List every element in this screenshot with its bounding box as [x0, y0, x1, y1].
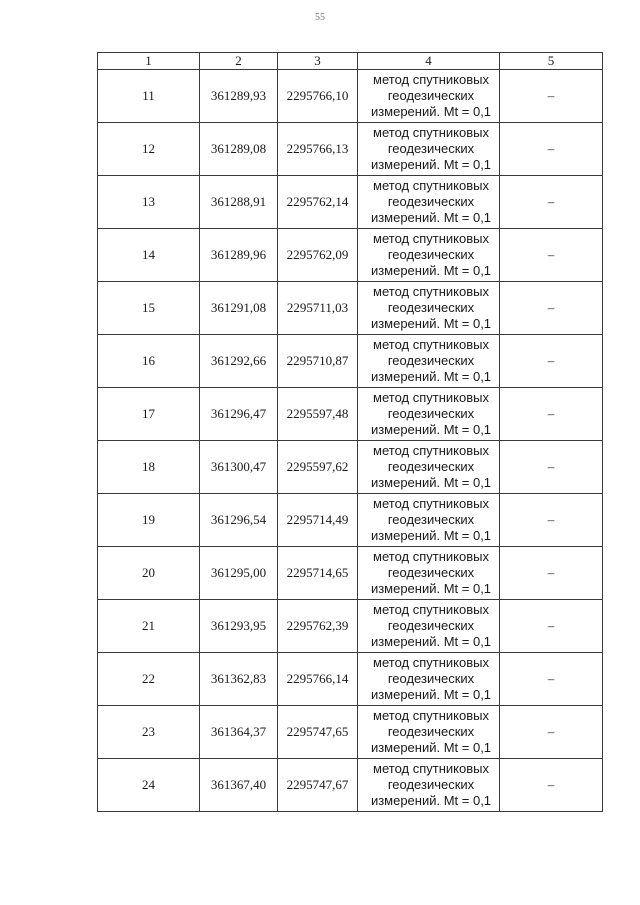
method-line: метод спутниковых	[373, 178, 489, 193]
point-number-cell: 13	[98, 176, 200, 229]
x-coordinate-cell: 361289,93	[200, 70, 278, 123]
method-line: геодезических	[387, 724, 475, 739]
point-number-cell: 17	[98, 388, 200, 441]
point-number-cell: 16	[98, 335, 200, 388]
table-header	[98, 53, 603, 70]
note-cell: –	[500, 282, 603, 335]
method-cell	[358, 229, 500, 282]
method-line: измерений. Mt = 0,1	[370, 475, 492, 490]
method-line: измерений. Mt = 0,1	[370, 528, 492, 543]
method-cell	[358, 494, 500, 547]
note-cell: –	[500, 706, 603, 759]
method-cell	[358, 176, 500, 229]
note-cell: –	[500, 229, 603, 282]
method-cell	[358, 759, 500, 812]
x-coordinate-cell: 361296,47	[200, 388, 278, 441]
method-cell	[358, 653, 500, 706]
column-header: 3	[278, 53, 358, 70]
x-coordinate-cell: 361293,95	[200, 600, 278, 653]
page-number: 55	[315, 12, 325, 23]
y-coordinate-cell: 2295710,87	[278, 335, 358, 388]
method-line: измерений. Mt = 0,1	[370, 581, 492, 596]
method-line: метод спутниковых	[373, 708, 489, 723]
method-line: метод спутниковых	[373, 72, 489, 87]
method-line: метод спутниковых	[373, 602, 489, 617]
column-header: 5	[500, 53, 603, 70]
method-line: метод спутниковых	[373, 125, 489, 140]
x-coordinate-cell: 361292,66	[200, 335, 278, 388]
x-coordinate-cell: 361300,47	[200, 441, 278, 494]
y-coordinate-cell: 2295762,39	[278, 600, 358, 653]
point-number-cell: 14	[98, 229, 200, 282]
point-number-cell: 15	[98, 282, 200, 335]
method-line: геодезических	[387, 512, 475, 527]
method-cell	[358, 600, 500, 653]
method-line: метод спутниковых	[373, 655, 489, 670]
method-cell	[358, 706, 500, 759]
method-line: метод спутниковых	[373, 496, 489, 511]
table-row	[98, 547, 603, 600]
column-header: 2	[200, 53, 278, 70]
table-row	[98, 123, 603, 176]
method-cell	[358, 70, 500, 123]
table-body	[98, 70, 603, 812]
table-row	[98, 176, 603, 229]
coordinates-table	[97, 52, 603, 812]
method-cell	[358, 547, 500, 600]
point-number-cell: 12	[98, 123, 200, 176]
table-row	[98, 335, 603, 388]
column-header: 1	[98, 53, 200, 70]
y-coordinate-cell: 2295711,03	[278, 282, 358, 335]
point-number-cell: 24	[98, 759, 200, 812]
x-coordinate-cell: 361367,40	[200, 759, 278, 812]
method-line: геодезических	[387, 565, 475, 580]
method-line: геодезических	[387, 194, 475, 209]
point-number-cell: 23	[98, 706, 200, 759]
column-header: 4	[358, 53, 500, 70]
method-line: метод спутниковых	[373, 390, 489, 405]
table-row	[98, 441, 603, 494]
method-line: геодезических	[387, 459, 475, 474]
point-number-cell: 22	[98, 653, 200, 706]
method-line: геодезических	[387, 247, 475, 262]
y-coordinate-cell: 2295766,13	[278, 123, 358, 176]
method-cell	[358, 123, 500, 176]
y-coordinate-cell: 2295766,14	[278, 653, 358, 706]
table-row	[98, 653, 603, 706]
x-coordinate-cell: 361364,37	[200, 706, 278, 759]
method-line: метод спутниковых	[373, 443, 489, 458]
point-number-cell: 18	[98, 441, 200, 494]
method-line: измерений. Mt = 0,1	[370, 104, 492, 119]
x-coordinate-cell: 361289,96	[200, 229, 278, 282]
y-coordinate-cell: 2295747,67	[278, 759, 358, 812]
table-row	[98, 759, 603, 812]
y-coordinate-cell: 2295762,14	[278, 176, 358, 229]
point-number-cell: 19	[98, 494, 200, 547]
note-cell: –	[500, 600, 603, 653]
y-coordinate-cell: 2295714,65	[278, 547, 358, 600]
header-row	[98, 53, 603, 70]
table-row	[98, 388, 603, 441]
method-line: измерений. Mt = 0,1	[370, 793, 492, 808]
method-line: измерений. Mt = 0,1	[370, 422, 492, 437]
method-line: метод спутниковых	[373, 231, 489, 246]
method-line: измерений. Mt = 0,1	[370, 740, 492, 755]
y-coordinate-cell: 2295747,65	[278, 706, 358, 759]
method-line: геодезических	[387, 671, 475, 686]
method-line: метод спутниковых	[373, 337, 489, 352]
method-line: геодезических	[387, 406, 475, 421]
table-row	[98, 706, 603, 759]
method-cell	[358, 335, 500, 388]
point-number-cell: 11	[98, 70, 200, 123]
method-line: метод спутниковых	[373, 761, 489, 776]
y-coordinate-cell: 2295714,49	[278, 494, 358, 547]
method-line: измерений. Mt = 0,1	[370, 157, 492, 172]
table-row	[98, 229, 603, 282]
note-cell: –	[500, 176, 603, 229]
y-coordinate-cell: 2295762,09	[278, 229, 358, 282]
method-cell	[358, 388, 500, 441]
x-coordinate-cell: 361291,08	[200, 282, 278, 335]
method-line: измерений. Mt = 0,1	[370, 369, 492, 384]
x-coordinate-cell: 361289,08	[200, 123, 278, 176]
note-cell: –	[500, 388, 603, 441]
note-cell: –	[500, 335, 603, 388]
table-row	[98, 70, 603, 123]
note-cell: –	[500, 70, 603, 123]
point-number-cell: 21	[98, 600, 200, 653]
y-coordinate-cell: 2295597,62	[278, 441, 358, 494]
table-row	[98, 282, 603, 335]
x-coordinate-cell: 361362,83	[200, 653, 278, 706]
method-line: геодезических	[387, 618, 475, 633]
method-line: измерений. Mt = 0,1	[370, 316, 492, 331]
table-row	[98, 494, 603, 547]
method-line: геодезических	[387, 141, 475, 156]
method-line: геодезических	[387, 88, 475, 103]
point-number-cell: 20	[98, 547, 200, 600]
method-line: измерений. Mt = 0,1	[370, 687, 492, 702]
y-coordinate-cell: 2295766,10	[278, 70, 358, 123]
x-coordinate-cell: 361295,00	[200, 547, 278, 600]
note-cell: –	[500, 547, 603, 600]
method-line: измерений. Mt = 0,1	[370, 210, 492, 225]
method-cell	[358, 441, 500, 494]
note-cell: –	[500, 759, 603, 812]
method-cell	[358, 282, 500, 335]
method-line: измерений. Mt = 0,1	[370, 634, 492, 649]
y-coordinate-cell: 2295597,48	[278, 388, 358, 441]
x-coordinate-cell: 361288,91	[200, 176, 278, 229]
method-line: геодезических	[387, 777, 475, 792]
table-row	[98, 600, 603, 653]
method-line: метод спутниковых	[373, 549, 489, 564]
method-line: геодезических	[387, 300, 475, 315]
note-cell: –	[500, 494, 603, 547]
note-cell: –	[500, 653, 603, 706]
method-line: метод спутниковых	[373, 284, 489, 299]
note-cell: –	[500, 441, 603, 494]
method-line: измерений. Mt = 0,1	[370, 263, 492, 278]
note-cell: –	[500, 123, 603, 176]
x-coordinate-cell: 361296,54	[200, 494, 278, 547]
method-line: геодезических	[387, 353, 475, 368]
